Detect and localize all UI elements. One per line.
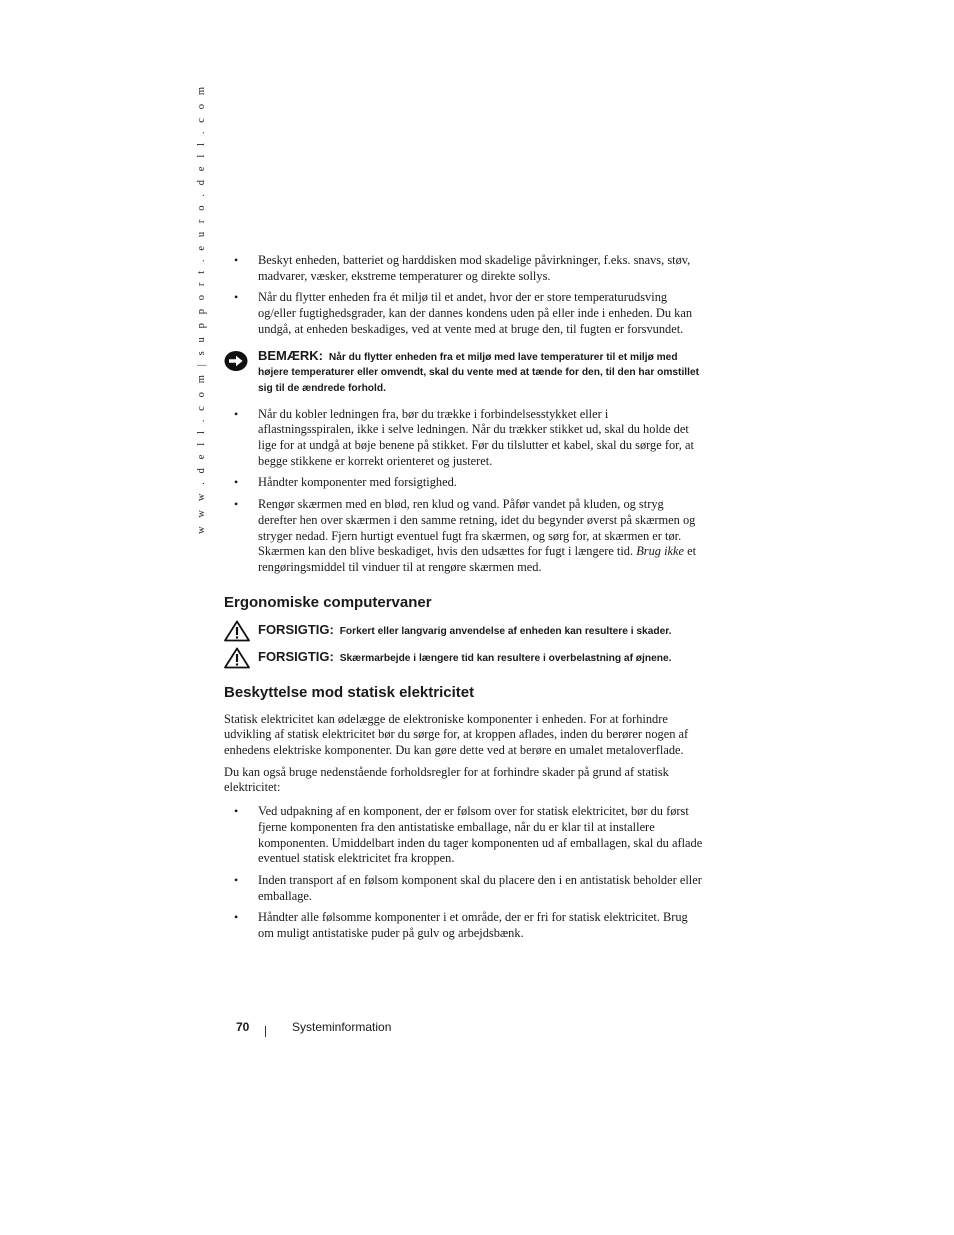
note-text: Når du flytter enheden fra et miljø med lave temperaturer til et miljø med højere temperaturer eller omvendt, skal du vente med at tænde for den, til den har omstillet sig til de ændrede forhold. — [258, 351, 699, 394]
side-url: w w w . d e l l . c o m | s u p p o r t . e u r o . d e l l . c o m — [196, 83, 207, 534]
list-item: • Når du kobler ledningen fra, bør du trække i forbindelsesstykket eller i aflastningsspiralen, ikke i selve ledningen. Når du trækker stikket ud, skal du holde det lige for at undgå at bøje benene på stikket. Før du tilslutter et kabel, skal du sørge for, at begge stikkene er korrekt orienteret og justeret. — [224, 407, 704, 470]
warning-triangle-icon — [224, 647, 250, 669]
page-content — [224, 253, 704, 948]
heading-ergonomics: Ergonomiske computervaner — [224, 593, 432, 611]
paragraph: Du kan også bruge nedenstående forholdsregler for at forhindre skader på grund af statisk elektricitet: — [224, 764, 669, 795]
list-item: • Når du flytter enheden fra ét miljø til et andet, hvor der er store temperaturudsving og/eller fugtighedsgrader, kan der dannes kondens uden på eller inde i enheden. Du kan undgå, at enheden beskadiges, ved at vente med at bruge den, til fugten er forsvundet. — [224, 290, 704, 337]
caution-box — [224, 649, 704, 667]
note-label: BEMÆRK: — [258, 347, 323, 363]
caution-label: FORSIGTIG: — [258, 648, 334, 664]
list-item: • Inden transport af en følsom komponent skal du placere den i en antistatisk beholder eller emballage. — [224, 873, 704, 904]
footer-separator — [265, 1026, 266, 1037]
footer-section-title: Systeminformation — [292, 1020, 392, 1034]
clean-emphasis: Brug ikke — [636, 544, 685, 559]
caution-text: Skærmarbejde i længere tid kan resultere i overbelastning af øjnene. — [339, 652, 672, 664]
list-item: • Ved udpakning af en komponent, der er følsom over for statisk elektricitet, bør du først fjerne komponenten fra den antistatiske emballage, når du er klar til at installere komponenten. Umiddelbart inden du tager komponenten ud af emballagen, skal du aflade eventuel statisk elektricitet fra kroppen. — [224, 804, 704, 867]
list-item: • Beskyt enheden, batteriet og harddisken mod skadelige påvirkninger, f.eks. snavs, støv, madvarer, væsker, ekstreme temperaturer og direkte sollys. — [224, 253, 704, 284]
heading-static: Beskyttelse mod statisk elektricitet — [224, 683, 475, 701]
bullet-list-top — [224, 253, 704, 338]
bullet-list-static — [224, 804, 704, 942]
page-number: 70 — [236, 1020, 250, 1034]
caution-text: Forkert eller langvarig anvendelse af enheden kan resultere i skader. — [339, 625, 672, 637]
paragraph: Statisk elektricitet kan ødelægge de elektroniske komponenter i enheden. For at forhindre udvikling af statisk elektricitet bør du sørge for, at kroppen aflades, inden du berører nogen af enhedens elektriske komponenter. Du kan gøre dette ved at berøre en umalet metaloverflade. — [224, 711, 689, 758]
warning-triangle-icon — [224, 620, 250, 642]
list-item: • Håndter alle følsomme komponenter i et område, der er fri for statisk elektricitet. Brug om muligt antistatiske puder på gulv og arbejdsbænk. — [224, 910, 704, 941]
clean-text-before: Rengør skærmen med en blød, ren klud og vand. Påfør vandet på kluden, og stryg derefter hen over skærmen i den samme retning, idet du begynder øverst på skærmen og stryger nedad. Fjern hurtigt eventuel fugt fra skærmen, og sørg for, at skærmen er tør. Skærmen kan den blive beskadiget, hvis den udsættes for fugt i længere tid. — [258, 497, 696, 559]
caution-label: FORSIGTIG: — [258, 621, 334, 637]
clean-text-after: et rengøringsmiddel til vinduer til at rengøre skærmen med. — [258, 544, 697, 574]
caution-box — [224, 622, 704, 640]
notice-icon — [224, 349, 248, 373]
note-box — [224, 348, 704, 397]
list-item — [224, 497, 704, 576]
list-item: • Håndter komponenter med forsigtighed. — [224, 475, 704, 491]
bullet-list-mid — [224, 407, 704, 576]
